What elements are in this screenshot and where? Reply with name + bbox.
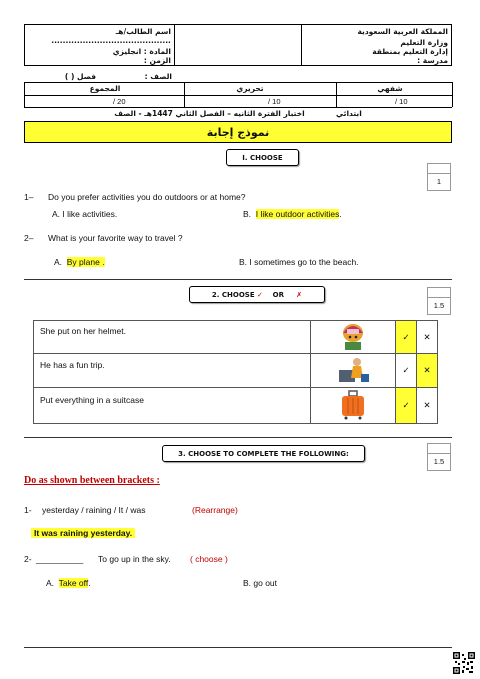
score-written: / 10 [268, 97, 281, 106]
q2-text: What is your favorite way to travel ? [48, 233, 183, 243]
school-label: مدرسة : [417, 56, 448, 65]
q2-option-a-prefix: A. [54, 257, 63, 267]
admin-label: إدارة التعليم بمنطقة [372, 47, 448, 56]
q1-option-b[interactable] [243, 209, 342, 219]
section3-score-box [427, 443, 451, 471]
row1-cross-cell[interactable]: ✕ [417, 321, 438, 354]
s3-q1-number: 1- [24, 505, 32, 515]
section1-score-box [427, 163, 451, 191]
section2-cross-icon: ✗ [296, 291, 303, 299]
s3-q2-text: To go up in the sky. [98, 554, 171, 564]
exam-title [24, 109, 452, 118]
section1-score-top [428, 164, 450, 174]
section2-title-text: 2. CHOOSE [211, 291, 255, 299]
q1-option-b-answer: I like outdoor activities [255, 209, 340, 219]
s3-q2-option-b[interactable]: B. go out [243, 578, 278, 588]
header-left-cell [25, 25, 175, 66]
row1-image-cell [311, 321, 396, 354]
row3-image-cell [311, 388, 396, 424]
suitcase-image [338, 390, 368, 420]
row2-cross-cell[interactable]: ✕ [417, 354, 438, 388]
hdr-vline-l [24, 82, 25, 107]
row2-text: He has a fun trip. [40, 359, 105, 370]
hdr-vline-2 [336, 82, 337, 107]
col-total: المجموع [89, 84, 121, 93]
s3-q2-option-a[interactable] [46, 578, 91, 588]
hdr-line-1 [24, 82, 452, 83]
section2-score-box [427, 287, 451, 315]
divider-3 [24, 647, 452, 648]
helmet-girl-image [336, 321, 370, 351]
time-label: الزمن : [143, 56, 171, 65]
s3-q2-option-a-suffix: . [88, 578, 91, 588]
section1-score: 1 [436, 177, 442, 186]
s3-q2-number: 2- [24, 554, 32, 564]
row1-text: She put on her helmet. [40, 326, 127, 336]
row3-text: Put everything in a suitcase [40, 394, 144, 405]
header-right-cell [302, 25, 452, 66]
divider-1 [24, 279, 452, 280]
table-row [34, 321, 438, 354]
exam-title-text: اختبار الفترة الثانيه – الفصل الثاني 1447هـ - الصف [114, 109, 305, 118]
score-oral: / 10 [395, 97, 408, 106]
header-table [24, 24, 452, 66]
score-total: / 20 [113, 97, 126, 106]
section3-instruction: Do as shown between brackets : [24, 475, 160, 486]
row2-text-cell [34, 354, 311, 388]
row2-image-cell [311, 354, 396, 388]
q2-option-b[interactable]: B. I sometimes go to the beach. [239, 257, 359, 267]
s3-q2-hint: ( choose ) [190, 554, 228, 564]
table-row [34, 354, 438, 388]
section1-title: I. CHOOSE [226, 149, 299, 166]
section3-score: 1.5 [433, 457, 445, 466]
s3-q1-answer: It was raining yesterday. [31, 528, 135, 538]
q2-option-a[interactable] [54, 257, 105, 267]
section3-score-top [428, 444, 450, 454]
kingdom-label: المملكة العربية السعودية [357, 27, 448, 36]
subject-label: المادة : انجليزي [112, 47, 171, 56]
hdr-vline-r [452, 82, 453, 107]
model-answer-banner: نموذج إجابة [24, 121, 452, 143]
hdr-line-3 [24, 107, 452, 108]
s3-q1-hint: (Rearrange) [192, 505, 238, 515]
row3-text-cell [34, 388, 311, 424]
grade-word: ابتدائي [336, 109, 362, 118]
col-written: تحريري [236, 84, 264, 93]
qr-code [453, 652, 475, 674]
table-row [34, 388, 438, 424]
q1-number: 1– [24, 192, 34, 202]
divider-2 [24, 437, 452, 438]
row3-check-cell[interactable]: ✓ [396, 388, 417, 424]
hdr-line-2 [24, 95, 452, 96]
s3-q2-option-a-prefix: A. [46, 578, 55, 588]
row3-cross-cell[interactable]: ✕ [417, 388, 438, 424]
section2-or: OR [272, 291, 285, 299]
q2-option-a-answer: By plane . [66, 257, 105, 267]
s3-q2-blank[interactable]: __________ [36, 554, 84, 564]
student-name-label: اسم الطالب/هـ .......................................... [51, 27, 171, 45]
s3-q2-option-a-answer: Take off [58, 578, 89, 588]
section2-score: 1.5 [433, 301, 445, 310]
hdr-vline-1 [184, 82, 185, 107]
row2-check-cell[interactable]: ✓ [396, 354, 417, 388]
row1-check-cell[interactable]: ✓ [396, 321, 417, 354]
section2-score-top [428, 288, 450, 298]
row1-text-cell [34, 321, 311, 354]
s3-q1-text: yesterday / raining / It / was [42, 505, 146, 515]
q1-option-b-suffix: . [339, 209, 342, 219]
traveler-image [335, 356, 371, 384]
section2-table [33, 320, 438, 424]
q2-number: 2– [24, 233, 34, 243]
ministry-label: وزارة التعليم [400, 38, 448, 47]
section-label: فصل ( ) [64, 72, 96, 81]
grade-label: الصف : [144, 72, 172, 81]
section2-title [189, 286, 325, 303]
q1-option-b-prefix: B. [243, 209, 252, 219]
q1-option-a[interactable]: A. I like activities. [52, 209, 118, 219]
section3-title: 3. CHOOSE TO COMPLETE THE FOLLOWING: [162, 445, 365, 462]
header-logo-cell [174, 25, 302, 66]
q1-text: Do you prefer activities you do outdoors or at home? [48, 192, 246, 202]
section2-check-icon: ✓ [257, 291, 263, 299]
col-oral: شفهي [377, 84, 403, 93]
